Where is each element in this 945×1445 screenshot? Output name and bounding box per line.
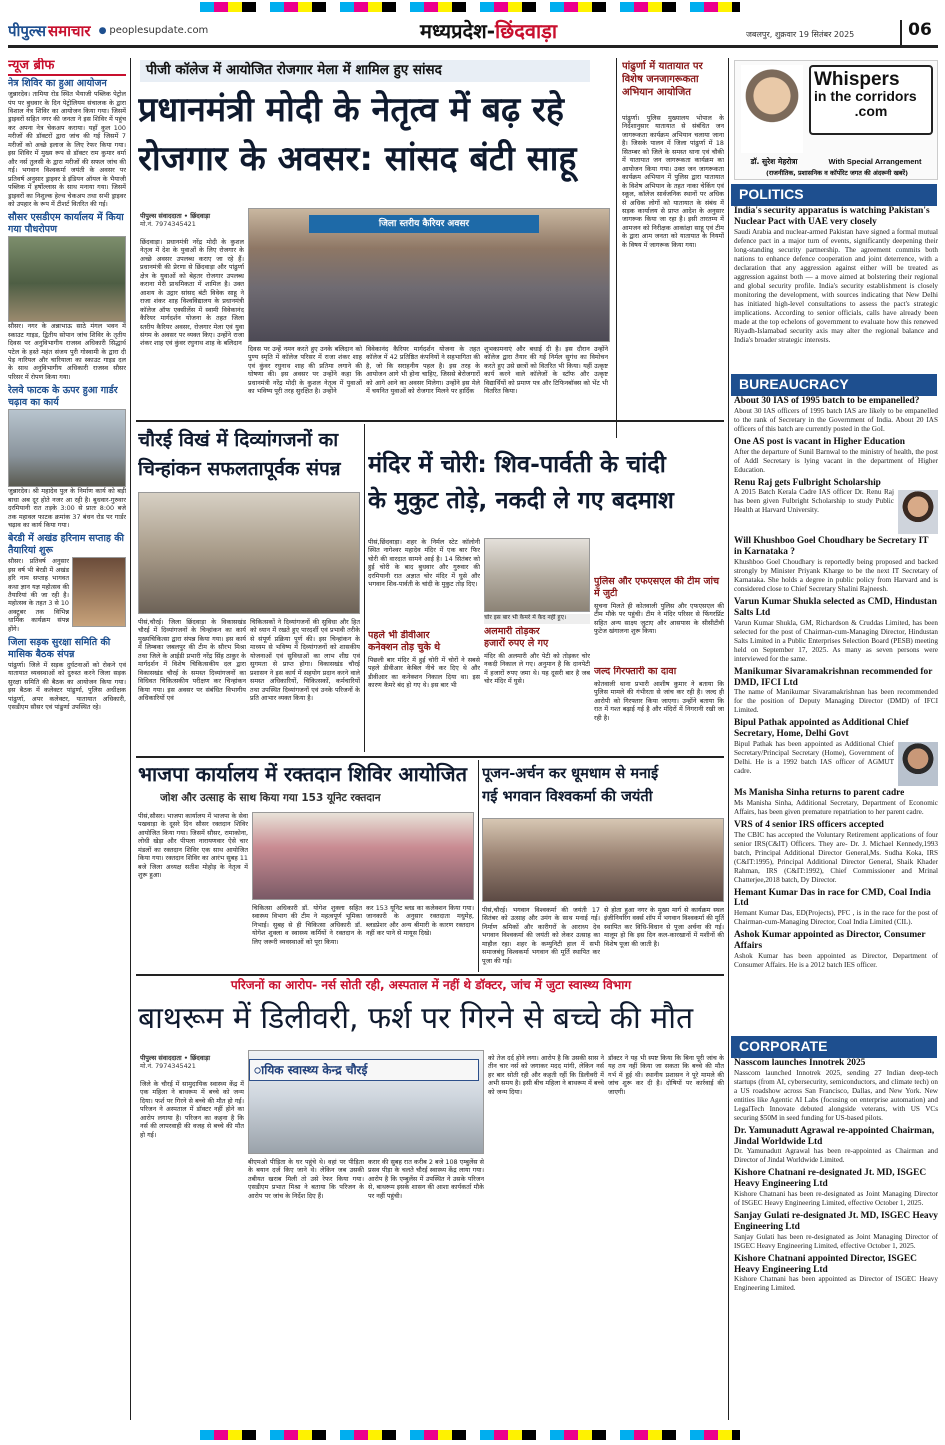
theft-col-3: मंदिर की अलमारी और पेटी को तोड़कर चोर नकदी निकाल ले गए। अनुमान है कि दानपेटी में हजारों रुपए जमा थे। यह दूसरी बार है जब चोर मंदिर में घुसे।: [484, 652, 590, 686]
theft-photo: [484, 538, 590, 612]
column-divider: [478, 760, 479, 972]
whisper-body: Khushboo Goel Choudhary is reportedly being proposed and backed strongly by Minister Priyank Kharge to be the next IT Secretary of Karnataka. She holds a degree in public policy from Harvard and is considered close to Chief Secretary Shalini Rajneesh.: [734, 558, 938, 594]
whisper-body: The CBIC has accepted the Voluntary Retirement applications of four senior IRS(C&IT) Officers. They are- Dr. J. Michael Kennedy,1993 batch, Principal Additional Director General,Ms. Sudha Koka, IRS (C&IT:1995), Principal Additional Director General, Shaik Khader Rahman, IRS (C&IT:1992), Chief Commissioner and Mrinal Chatterjee,2018 batch, Dy Director.: [734, 830, 938, 884]
whisper-title: India's security apparatus is watching Pakistan's Nuclear Pact with UAE very closely: [734, 206, 930, 227]
page-number: 06: [900, 20, 938, 46]
chaurai-col-2: चिकित्सकों ने दिव्यांगजनों की सुविधा और हित को ध्यान में रखते हुए पारदर्शी एवं प्रभावी तरीके से संपूर्ण प्रक्रिया पूर्ण की। इस चिन्हांकन के माध्यम से भविष्य में दिव्यांगजनों को शासकीय योजनाओं एवं सुविधाओं का लाभ शीघ्र एवं सुगमता से प्राप्त होगा। विकासखंड चौरई प्रशासन ने इस कार्य में सहयोग प्रदान करने वाले समस्त अधिकारियों, चिकित्सकों, कर्मचारियों तथा उपस्थित दिव्यांगजनों एवं उनके परिजनों के प्रति आभार व्यक्त किया है।: [250, 618, 360, 703]
subhead-line: कनेक्शन तोड़ चुके थे: [368, 641, 441, 653]
whispers-title: Whispers: [814, 69, 900, 90]
whisper-title: Ms Manisha Sinha returns to parent cadre: [734, 787, 905, 798]
vishwakarma-col-1: पीसं,चौरई। भगवान विश्वकर्मा की जयंती 17 सितंबर को उत्साह और उमंग के साथ मनाई गई। निर्माण श्रमिकों और कारीगरों के आराध्य देव भगवान विश्वकर्मा की जयंती को लेकर उत्साह का माहौल रहा। शहर के कम्युनिटी हाल में सभी समाजबंधु विश्वकर्मा भगवान की मूर्ति स्थापित कर पूजा की गई।: [482, 906, 600, 965]
theft-headline: [368, 446, 724, 536]
vishwakarma-headline-line1: पूजन-अर्चन कर धूमधाम से मनाई: [482, 765, 659, 782]
whispers-header: [734, 60, 938, 180]
whisper-body: Dr. Yamunadutt Agrawal has been re-appointed as Chairman and Director of Jindal Worldwide Limited.: [734, 1147, 938, 1165]
globe-icon: ●: [98, 25, 107, 36]
section-sep: -: [486, 19, 495, 43]
bjp-headline: भाजपा कार्यालय में रक्तदान शिविर आयोजित: [138, 762, 467, 786]
whisper-body: Saudi Arabia and nuclear-armed Pakistan have signed a formal mutual defence pact in a major turn of events, significantly deepening their long-standing security partnership. The agreement commits both nations to enhance defence cooperation and joint deterrence, with a declaration that any aggression against either will be treated as aggression against both — a move aimed at bolstering their regional and global security profile. India's security establishment is closely monitoring the development, with sources indicating that New Delhi has initiated high-level consultations to assess the pact's strategic implications. According to senior officials, calls have already been made at the top echelons of government to evaluate how this renewed Riyadh-Islamabad security axis may alter the regional balance and India's broader strategic interests.: [734, 227, 938, 344]
chaurai-headline: [138, 426, 358, 488]
brief-item: [8, 385, 126, 529]
brief-body: जुन्नारदेव। श्री महादेव पुल के निर्माण कार्य को बड़ी बाधा अब दूर होते नजर आ रही है। बुधवार-गुरुवार दरमियानी रात तड़के 3:00 से प्रातः 8:00 बजे तक महावल फाटक क्रमांक 37 बंधन रोड पर गार्डर चढ़ाव का कार्य किया गया।: [8, 487, 126, 529]
whisper-body: Hemant Kumar Das, ED(Projects), PFC , is in the race for the post of Chairman-cum-Managing Director, Coal India Limited (CIL).: [734, 909, 938, 927]
whisper-title: Kishore Chatnani appointed Director, ISGEC Heavy Engineering Ltd: [734, 1253, 917, 1275]
whisper-title: About 30 IAS of 1995 batch to be empanelled?: [734, 396, 920, 406]
brief-title: नेत्र शिविर का हुआ आयोजन: [8, 78, 107, 90]
author-name: डॉ. सुरेश मेहरोत्रा: [750, 157, 798, 166]
whispers-domain: .com: [854, 103, 888, 120]
section-divider: [136, 420, 724, 422]
portrait-photo: [898, 742, 938, 786]
brief-body: सौसर। नगर के अन्नाभाऊ साठे मंगल भवन में स्काउट गाइड, द्वितीय सोपान जांच शिविर के तृतीय दिवस पर अनुविभागीय राजस्व अधिकारी सिद्धार्थ पटेल के हस्ते महंत संजय पुरी गोस्वामी के द्वारा दी पेड़ नारियल और चारियाला का स्काउट गाइड दल के साथ अनुविभागीय अधिकारी राजस्व सौसर परिसर में रोपण किया गया।: [8, 322, 126, 381]
news-brief-column: [8, 58, 126, 1420]
whisper-body: A 2015 Batch Kerala Cadre IAS officer Dr. Renu Raj has been given Fulbright Scholarship to study Public Health at Harvard University.: [734, 488, 894, 515]
whisper-body: Nasscom launched Innotrek 2025, sending 27 Indian deep-tech startups (from AI, cybersecurity, semiconductors, and climate tech) on a US roadshow across San Francisco, Dallas, and New York. New entities like Agentic AI Labs (focusing on enterprise automation) and LegalTech Innovate debuted alongside veterans, with US VCs securing $50M in seed funding for US-based pilots.: [734, 1068, 938, 1122]
chaurai-headline-line2: चिन्हांकन सफलतापूर्वक संपन्न: [138, 458, 341, 481]
pandhurna-body: पांढुर्णा। पुलिस मुख्यालय भोपाल के निर्देशानुसार यातायात से संबंधित जन जागरूकता कार्यक्रम अभियान चलाया जाना है। जिसके पालन में जिला पांढुर्णा में 18 सितम्बर को जिले के समस्त थाना एवं चौकी में यातायात जन जागरूकता कार्यक्रम का आयोजन किया गया। उक्त जन जागरूकता कार्यक्रम अभियान में पुलिस द्वारा यातायात के विशेष अभियान के तहत नाका चेकिंग एवं स्कूल, कॉलेज सार्वजनिक स्थानों पर अधिक से अधिक लोगों को यातायात के संबंध में सड़क कार्यालय से प्राप्त आदेश के अनुसार जागरूक किया जा रहा है। इसी तारतम्य में आमजन को निरीक्षक आकांक्षा साहू एवं टीम के द्वारा आम जनता को यातायात के नियमों के विषय में जागरूक किया गया।: [622, 114, 724, 249]
theft-col-1: पीसं,छिंदवाड़ा। शहर के निर्मल स्टेट कॉलोनी स्थित नागेश्वर महादेव मंदिर में एक बार फिर चोरी की वारदात सामने आई है। 14 सितंबर को हुई चोरी के बाद बुधवार और गुरुवार की दरमियानी रात अज्ञात चोर मंदिर में घुसे और भगवान शिव-पार्वती के चांदी के मुकुट तोड़ दिए।: [368, 538, 480, 589]
section-city: छिंदवाड़ा: [495, 19, 557, 43]
theft-sub-2: [484, 626, 590, 650]
whisper-body: Ms Manisha Sinha, Additional Secretary, Department of Economic Affairs, has been given premature repatriation to her parent cadre.: [734, 798, 938, 816]
paper-logo-2: समाचार: [48, 22, 91, 41]
lead-col-3: विवेकानंद कैरियर मार्गदर्शन योजना के तहत कॉलेज में 42 प्रतिष्ठित कंपनियों ने सहभागिता की है, जो कि सराहनीय पहल है। इस तरह के आयोजन आगे भी होना चाहिए, जिससे बेरोजगारों को आगे आने का अवसर मिलेगा। उन्होंने इस मेले में चयनित युवाओं को रोजगार मिलने पर हार्दिक: [366, 345, 480, 396]
lead-photo: [248, 208, 610, 342]
whisper-title: Renu Raj gets Fulbright Scholarship: [734, 477, 881, 488]
brief-body: पांढुर्णा। जिले में सड़क दुर्घटनाओं को रोकने एवं यातायात व्यवस्थाओं को दुरुस्त करने जिला सड़क सुरक्षा समिति की बैठक का आयोजन किया गया। इस बैठक में कलेक्टर पांढुर्णा, पुलिस अधीक्षक पांढुर्णा, अपर कलेक्टर, यातायात अधिकारी, एसडीएम सौसर एवं पांढुर्णा उपस्थित रहे।: [8, 660, 126, 712]
subhead-line: हजारों रुपए ले गए: [484, 637, 549, 649]
corporate-column: [734, 1058, 938, 1420]
column-divider: [728, 58, 729, 1420]
column-divider: [364, 424, 365, 752]
brief-item: [8, 637, 126, 711]
portrait-photo: [898, 490, 938, 534]
whisper-title: Kishore Chatnani re-designated Jt. MD, ISGEC Heavy Engineering Ltd: [734, 1168, 927, 1190]
brief-title: सौसर एसडीएम कार्यालय में किया गया पौधरोपण: [8, 212, 124, 236]
chaurai-photo: [138, 492, 360, 614]
column-divider: [616, 58, 617, 438]
whisper-title: One AS post is vacant in Higher Education: [734, 436, 905, 447]
vishwakarma-col-2: से होता हुआ नगर के मुख्य मार्ग से कार्यक्रम स्थल इंजीनियरिंग वर्क्स शॉप में भगवान विश्वकर्मा की मूर्ति स्थापित कर विधि-विधान से पूजा अर्चना की गई। मालूम हो कि इस दिन कल-कारखानों में मशीनों की विशेष पूजा की जाती है।: [604, 906, 724, 948]
brief-title: जिला सड़क सुरक्षा समिति की मासिक बैठक संपन्न: [8, 637, 111, 661]
brief-item: [8, 212, 126, 381]
hospital-photo: [248, 1050, 484, 1154]
hospital-col-4: को तेज दर्द होने लगा। आरोप है कि उसकी सास ने तीन चार नर्स को जगाकर मदद मांगी, लेकिन नर्स हर बार सोती रही और कहती रहीं कि डिलीवरी में अभी समय है। इसी बीच महिला ने बाथरूम में बच्चे को जन्म दिया।: [488, 1054, 604, 1096]
whisper-title: Varun Kumar Shukla selected as CMD, Hindustan Salts Ltd: [734, 597, 937, 618]
subhead-line: पहले भी डीवीआर: [368, 630, 430, 641]
site-url[interactable]: peoplesupdate.com: [109, 25, 209, 37]
hospital-col-3: करार की सुबह रात करीब 2 बजे 108 एम्बुलेंस से प्रसव पीड़ा के चलते चौरई स्वास्थ्य केंद्र लाया गया। आरोप है कि एम्बुलेंस में उपस्थित ने उसके परिजन से, बाथरूम इसके शासन की आशा कार्यकर्ता मौके पर नहीं पहुंची।: [368, 1158, 484, 1200]
hospital-col-5: डॉक्टर ने यह भी स्पष्ट किया कि बिना पूरी जांच के यह तय नहीं किया जा सकता कि बच्चे की मौत गर्भ में हुई थी। स्थानीय प्रशासन ने पूरे मामले की जांच शुरू कर दी है। दोषियों पर कार्रवाई की जाएगी।: [608, 1054, 724, 1096]
lead-headline: [138, 86, 608, 206]
bureaucracy-section-bar: BUREAUCRACY: [731, 374, 937, 396]
lead-col-4: शुभकामनाएं और बधाई दी है। इस दौरान उन्होंने कॉलेज द्वारा तैयार की गई निर्मल सुगंध का विमोचन करते हुए उसे छात्रों को वितरित भी किया। यहीं उत्कृष्ट कार्य करने वाले कॉलेजों के स्टॉफ और उत्कृष्ट विद्यार्थियों को प्रमाण पत्र और टिफिनबॉक्स को भेंट भी वितरित किया।: [484, 345, 608, 396]
section-state: मध्यप्रदेश: [420, 19, 487, 43]
whisper-title: Will Khushboo Goel Choudhary be Secretary IT in Karnataka ?: [734, 536, 929, 558]
chaurai-headline-line1: चौरई विखं में दिव्यांगजनों का: [138, 429, 339, 451]
whisper-body: The name of Manikumar Sivaramakrishnan has been recommended for the position of Deputy Managing Director (DMD) of IFCI Limited.: [734, 688, 938, 715]
whisper-body: Varun Kumar Shukla, GM, Richardson & Cruddas Limited, has been selected for the post of Chairman-cum-Managing Director, Hindustan Salts Limited in a Public Enterprises Selection Board (PESB) meeting held on September 17, 2025. As many as seven persons were interviewed for the same.: [734, 618, 938, 663]
news-brief-tag: न्यूज ब्रीफ: [8, 58, 126, 76]
byline-text: पीपुल्स संवाददाता • छिंदवाड़ा: [140, 212, 211, 220]
masthead: [8, 18, 938, 48]
whispers-tagline: (राजनीतिक, प्रशासनिक व कॉर्पोरेट जगत की अंदरूनी खबरें): [765, 169, 909, 177]
section-divider: [136, 974, 724, 976]
whisper-body: Kishore Chatnani has been re-designated as Joint Managing Director of ISGEC Heavy Engineering Limited, effective October 1, 2025.: [734, 1190, 938, 1208]
bjp-col-1: पीसं,सौसर। भाजपा कार्यालय में भाजपा के सेवा पखवाड़ा के दूसरे दिन सौसर रक्तदान शिविर आयोजित किया गया। जिसमें सौसर, रामाकोना, लोधी खेड़ा और पीपला नारायणवार ऐसे चार मंडलों का रक्तदान शिविर एक साथ आयोजित किया गया। रक्तदान शिविर का आरंभ सुबह 11 बजे जिला अध्यक्ष सतीश मोहोड़ के नेतृत्व में शुरू हुआ।: [138, 812, 248, 880]
theft-sub-1: [368, 630, 480, 654]
hospital-col-2: बीएमओ पीड़िता के घर पहुंचे थे। वहां पर पीड़िता के बयान दर्ज किए जाने थे। लेकिन जब उसकी तबीयत खराब मिली तो उसे रेफर किया गया। एसडीएम प्रभात मिश्रा ने बताया कि परिजन के आरोप पर जांच के निर्देश दिए हैं।: [248, 1158, 364, 1200]
brief-item: [8, 533, 126, 633]
brief-title: बेरडी में अखंड हरिनाम सप्ताह की तैयारियां शुरू: [8, 533, 125, 557]
theft-col-2: पिछली बार मंदिर में हुई चोरी में चोरों ने सबसे पहले डीवीआर केबिल नीचे कर दिए थे और डीवीआर का कनेक्शन निकाल दिया था। इस कारण कैमरे बंद हो गए थे। इस बार भी: [368, 656, 480, 690]
lead-col-2: दिवस पर उन्हें नमन करते हुए उनके बलिदान को पुण्य स्मृति में कॉलेज परिसर में राजा शंकर शाह एवं कुंवर रघुनाथ शाह की प्रतिमा लगाने की घोषणा की। इस अवसर पर उन्होंने कहा कि प्रधानमंत्री नरेंद्र मोदी के कुशल नेतृत्व में युवाओं का भविष्य पूरी तरह सुरक्षित है। उन्होंने: [248, 345, 362, 396]
whisper-title: Manikumar Sivaramakrishnan recommended for DMD, IFCI Ltd: [734, 666, 933, 688]
byline-mobile: मो.नं. 7974345421: [140, 220, 196, 228]
theft-col-5: कोतवाली थाना प्रभारी आशीष कुमार ने बताया कि पुलिस मामले की गंभीरता से जांच कर रही है। जल्द ही आरोपी को गिरफ्तार किया जाएगा। उन्होंने बताया कि रात में गश्त बढ़ाई गई है और मंदिरों में निगरानी रखी जा रही है।: [594, 680, 724, 722]
lead-kicker: पीजी कॉलेज में आयोजित रोजगार मेला में शामिल हुए सांसद: [140, 60, 590, 82]
whisper-body: Sanjay Gulati has been re-designated as Joint Managing Director of ISGEC Heavy Engineering Limited, effective October 1, 2025.: [734, 1232, 938, 1250]
hospital-headline: बाथरूम में डिलीवरी, फर्श पर गिरने से बच्चे की मौत: [138, 1001, 694, 1036]
dateline: जबलपुर, शुक्रवार 19 सितंबर 2025: [746, 30, 855, 39]
vishwakarma-headline-line2: गई भगवान विश्वकर्मा की जयंती: [482, 788, 653, 806]
lead-byline: [140, 212, 240, 234]
whisper-title: Ashok Kumar appointed as Director, Consumer Affairs: [734, 930, 926, 951]
brief-photo: [8, 409, 126, 487]
chaurai-col-1: पीसं,चौरई। जिला छिंदवाड़ा के विकासखंड चौरई में दिव्यांगजनों के चिन्हांकन का कार्य मुख्यचिकित्सा द्वारा संपन्न किया गया। इस कार्य में लिम्बका जबलपुर की टीम के सौरभ मिश्रा तथा जिले के आईडी प्रभारी नरेंद्र सिंह ठाकुर के मार्गदर्शन में विशेष चिकित्सकीय दल द्वारा विकासखंड चौरई के समस्त दिव्यांगजनों का विधिवत चिकित्सकीय परीक्षण कर चिन्हांकन किया गया। इस अवसर पर संबंधित विभागीय अधिकारियों एवं: [138, 618, 246, 703]
author-photo: [741, 65, 803, 153]
lead-photo-banner: जिला स्तरीय कैरियर अवसर: [309, 215, 539, 233]
bjp-deck: जोश और उत्साह के साथ किया गया 153 यूनिट रक्तदान: [160, 792, 381, 804]
lead-headline-line1: प्रधानमंत्री मोदी के नेतृत्व में बढ़ रहे: [138, 90, 564, 130]
subhead-line: अलमारी तोड़कर: [484, 626, 540, 637]
whisper-body: Kishore Chatnani has been appointed as Director of ISGEC Heavy Engineering Limited.: [734, 1275, 938, 1293]
hospital-kicker: परिजनों का आरोप- नर्स सोती रही, अस्पताल में नहीं थे डॉक्टर, जांच में जुटा स्वास्थ्य विभाग: [230, 978, 632, 992]
whisper-title: Hemant Kumar Das in race for CMD, Coal India Ltd: [734, 887, 931, 909]
whisper-title: Nasscom launches Innotrek 2025: [734, 1058, 866, 1068]
bureaucracy-column: [734, 396, 938, 1034]
hospital-byline: [140, 1054, 240, 1076]
whisper-body: About 30 IAS officers of 1995 batch IAS are likely to be empanelled to the rank of Secretary in the Government of India. About 20 IAS officers of this batch are currently posted in the GoI.: [734, 406, 938, 433]
brief-title: रेलवे फाटक के ऊपर हुआ गार्डर चढ़ाव का कार्य: [8, 385, 118, 409]
whisper-title: Bipul Pathak appointed as Additional Chief Secretary, Home, Delhi Govt: [734, 718, 909, 740]
whispers-subtitle: in the corridors: [814, 88, 917, 104]
section-title: [420, 19, 557, 44]
hospital-sign: ायिक स्वास्थ्य केन्द्र चौरई: [249, 1059, 479, 1081]
section-divider: [136, 756, 724, 758]
whisper-title: Sanjay Gulati re-designated Jt. MD, ISGEC Heavy Engineering Ltd: [734, 1211, 938, 1232]
brief-item: [8, 78, 126, 208]
theft-headline-line1: मंदिर में चोरी: शिव-पार्वती के चांदी: [368, 450, 666, 478]
whisper-title: Dr. Yamunadutt Agrawal re-appointed Chairman, Jindal Worldwide Ltd: [734, 1125, 935, 1147]
brief-body: सौसर। प्रतिवर्ष अनुसार इस वर्ष भी बेरडी में अखंड हरि नाम सप्ताह भागवत कथा ज्ञान यज्ञ महोत्सव की तैयारियां की जा रही है। महोत्सव के तहत 3 से 10 अक्टूबर तक विभिन्न धार्मिक कार्यक्रम संपन्न होंगे।: [8, 557, 70, 633]
brief-body: जुन्नारदेव। तामिया रोड स्थित भैयाजी पब्लिक पेट्रोल पंप पर बुधवार के दिन पेट्रोलियम संचालक के द्वारा विशाल नेत्र शिविर का आयोजन किया गया। जिसमें ड्राइवरों सहित नगर की जनता ने इस शिविर में पहुंच कर अपना नेत्र चेकअप कराया। यहाँ कुल 100 मरीजों की डॉक्टरों द्वारा जांच की गई जिसमें 7 मरीजों को अच्छे इलाज के लिए रेफर किया गया। इस शिविर में मुख्य रूप से डॉक्टर राम कुमार वर्मा और नर्स तुलसी के द्वारा मरीजों की सफल जांच की गई। भगवान विश्वकर्मा जयंती के अवसर पर प्रतिवर्ष अनुसार ड्राइवर डे इंडियन ऑयल के भैयाजी पब्लिक में हर्षोल्लास के साथ मनाया गया। जिसमें ड्राइवरों का निशुल्क हेल्थ चेकअप तथा सभी ड्राइवर को उपहार के रूप में टीशर्ट वितरित की गई।: [8, 90, 126, 209]
theft-sub-4: जल्द गिरफ्तारी का दावा: [594, 666, 677, 677]
politics-section-bar: POLITICS: [731, 184, 937, 206]
byline-mobile: मो.नं. 7974345421: [140, 1062, 196, 1070]
registration-marks-top: [200, 2, 740, 12]
vishwakarma-headline: [482, 762, 724, 816]
theft-col-4: सूचना मिलते ही कोतवाली पुलिस और एफएसएल की टीम मौके पर पहुंची। टीम ने मंदिर परिसर से फिंगरप्रिंट सहित अन्य साक्ष्य जुटाए और आसपास के सीसीटीवी फुटेज खंगालना शुरू किया।: [594, 602, 724, 636]
whispers-logo: [809, 65, 933, 135]
theft-caption: चोर इस बार भी कैमरे में कैद नहीं हुए।: [484, 614, 590, 624]
vishwakarma-photo: [482, 818, 724, 902]
theft-headline-line2: के मुकुट तोड़े, नकदी ले गए बदमाश: [368, 486, 674, 515]
hospital-col-1: जिले के चौरई में सामुदायिक स्वास्थ्य केंद्र में एक महिला ने बाथरूम में बच्चे को जन्म दिया। फर्श पर गिरने से बच्चे की मौत हो गई। परिजन ने अस्पताल में डॉक्टर नहीं होने का आरोप लगाया है। परिजन का कहना है कि नर्स की लापरवाही की वजह से बच्चे की मौत हो गई।: [140, 1080, 244, 1139]
paper-logo: पीपुल्स: [8, 22, 47, 41]
pandhurna-headline: पांढुर्णा में यातायात पर विशेष जनजागरूकता अभियान आयोजित: [622, 61, 703, 98]
politics-column: [734, 206, 938, 372]
whisper-body: Ashok Kumar has been appointed as Director, Department of Consumer Affairs. He is a 2012 batch IES officer.: [734, 951, 938, 969]
bjp-col-3: कर 153 यूनिट ब्लड का कलेक्शन किया गया। जानकारी के अनुसार रक्तदाता मधुमेह, ब्लडप्रेशर और अन्य बीमारी के कारण रक्तदान नहीं कर पाने से मायूस दिखे।: [366, 904, 474, 938]
bjp-col-2: चिकित्सा अधिकारी डॉ. योगेश शुक्ला सहित स्वास्थ्य विभाग की टीम ने महत्वपूर्ण भूमिका निभाई। सुबह से ही चिकित्सा अधिकारी डॉ. योगेश शुक्ला व स्वास्थ्य कर्मियों ने रक्तदान के लिए जरूरी व्यवस्थाओं को पूरा किया।: [252, 904, 362, 946]
arrangement-text: With Special Arrangement: [828, 157, 922, 166]
whisper-title: VRS of 4 senior IRS officers accepted: [734, 819, 884, 830]
bjp-photo: [252, 812, 474, 900]
whisper-body: After the departure of Sunil Barnwal to the ministry of health, the post of Addl Secretary is lying vacant in the department of Higher Education.: [734, 447, 938, 474]
lead-headline-line2: रोजगार के अवसर: सांसद बंटी साहू: [138, 139, 577, 180]
byline-text: पीपुल्स संवाददाता • छिंदवाड़ा: [140, 1054, 211, 1062]
column-divider: [130, 58, 131, 1420]
corporate-section-bar: CORPORATE: [731, 1036, 937, 1058]
brief-photo: [72, 557, 126, 627]
registration-marks-bottom: [200, 1430, 740, 1440]
lead-col-1: छिंदवाड़ा। प्रधानमंत्री नरेंद्र मोदी के कुशल नेतृत्व में देश के युवाओं के लिए रोजगार के अच्छे अवसर उपलब्ध कराए जा रहे हैं। प्रधानमंत्री की प्रेरणा से छिंदवाड़ा और पांढुर्णा क्षेत्र के युवाओं को बेहतर रोजगार उपलब्ध कराना मेरी प्राथमिकता में शामिल है। उक्त आशय के उद्गार सांसद बंटी विवेक साहू ने राजा शंकर शाह विश्वविद्यालय के प्रधानमंत्री कॉलेज ऑफ एक्सीलेंस में स्वामी विवेकानंद कैरियर मार्गदर्शन योजना के तहत जिला स्तरीय कैरियर अवसर, रोजगार मेला एवं युवा संगम के अवसर पर व्यक्त किए। उन्होंने राजा शंकर शाह एवं कुंवर रघुनाथ शाह के बलिदान: [140, 238, 244, 348]
brief-photo: [8, 236, 126, 322]
theft-sub-3: पुलिस और एफएसएल की टीम जांच में जुटी: [594, 576, 720, 599]
whisper-body: Bipul Pathak has been appointed as Additional Chief Secretary/Principal Secretary (Home), Government of Delhi. He is a 1992 batch IAS officer of AGMUT cadre.: [734, 739, 894, 775]
